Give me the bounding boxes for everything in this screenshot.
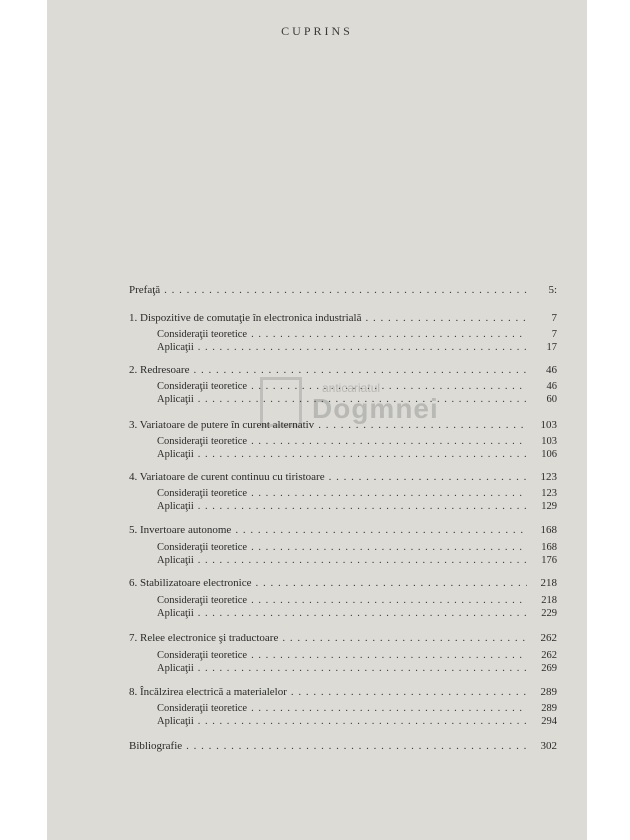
toc-sub-1-2 xyxy=(157,342,557,354)
toc-sub-title: Consideraţii teoretice xyxy=(157,595,248,606)
toc-chapter-title: 3. Variatoare de putere în curent alternativ xyxy=(129,419,315,431)
toc-sub-7-1 xyxy=(157,650,557,662)
toc-chapter-title: 2. Redresoare xyxy=(129,364,190,376)
toc-sub-3-2 xyxy=(157,449,557,461)
toc-chapter-page: 168 xyxy=(540,524,557,536)
toc-leader xyxy=(198,716,527,728)
toc-leader xyxy=(164,284,527,296)
toc-chapter-page: 46 xyxy=(546,364,557,376)
toc-sub-title: Aplicaţii xyxy=(157,555,194,566)
toc-sub-title: Aplicaţii xyxy=(157,716,194,727)
toc-leader xyxy=(198,501,527,513)
toc-sub-page: 269 xyxy=(541,663,557,674)
toc-sub-5-1 xyxy=(157,542,557,554)
toc-sub-title: Consideraţii teoretice xyxy=(157,703,248,714)
toc-chapter-4 xyxy=(129,471,557,483)
toc-chapter-title: 7. Relee electronice şi traductoare xyxy=(129,632,279,644)
toc-chapter-page: 123 xyxy=(540,471,557,483)
toc-chapter-8 xyxy=(129,686,557,698)
toc-sub-1-1 xyxy=(157,329,557,341)
toc-sub-page: 103 xyxy=(541,436,557,447)
toc-sub-page: 262 xyxy=(541,650,557,661)
toc-chapter-page: 103 xyxy=(540,419,557,431)
toc-chapter-page: 262 xyxy=(540,632,557,644)
toc-leader xyxy=(198,449,527,461)
toc-sub-page: 46 xyxy=(546,381,557,392)
toc-sub-4-1 xyxy=(157,488,557,500)
toc-sub-3-1 xyxy=(157,436,557,448)
toc-chapter-title: 8. Încălzirea electrică a materialelor xyxy=(129,686,287,698)
toc-chapter-page: 7 xyxy=(551,312,557,324)
toc-chapter-title: 6. Stabilizatoare electronice xyxy=(129,577,252,589)
toc-entry-bibliography xyxy=(129,740,557,752)
toc-sub-page: 17 xyxy=(546,342,557,353)
toc-leader xyxy=(329,471,527,483)
toc-leader xyxy=(282,632,527,644)
toc-chapter-page: 289 xyxy=(540,686,557,698)
toc-leader xyxy=(251,650,527,662)
toc-sub-page: 106 xyxy=(541,449,557,460)
toc-sub-4-2 xyxy=(157,501,557,513)
toc-sub-title: Aplicaţii xyxy=(157,449,194,460)
toc-chapter-title: 4. Variatoare de curent continuu cu tiristoare xyxy=(129,471,325,483)
toc-chapter-2 xyxy=(129,364,557,376)
toc-sub-8-1 xyxy=(157,703,557,715)
toc-sub-title: Consideraţii teoretice xyxy=(157,542,248,553)
toc-sub-page: 123 xyxy=(541,488,557,499)
toc-leader xyxy=(251,595,527,607)
toc-leader xyxy=(318,419,527,431)
toc-sub-title: Consideraţii teoretice xyxy=(157,381,248,392)
toc-sub-title: Consideraţii teoretice xyxy=(157,329,248,340)
toc-entry-page: 302 xyxy=(540,740,557,752)
toc-sub-2-2 xyxy=(157,394,557,406)
toc-sub-page: 294 xyxy=(541,716,557,727)
toc-sub-title: Aplicaţii xyxy=(157,501,194,512)
toc-sub-title: Consideraţii teoretice xyxy=(157,650,248,661)
toc-leader xyxy=(251,329,527,341)
toc-chapter-title: 5. Invertoare autonome xyxy=(129,524,232,536)
toc-sub-6-2 xyxy=(157,608,557,620)
toc-sub-page: 289 xyxy=(541,703,557,714)
toc-leader xyxy=(198,394,527,406)
toc-sub-7-2 xyxy=(157,663,557,675)
toc-sub-page: 7 xyxy=(551,329,557,340)
toc-sub-page: 229 xyxy=(541,608,557,619)
toc-chapter-3 xyxy=(129,419,557,431)
toc-sub-page: 168 xyxy=(541,542,557,553)
toc-leader xyxy=(251,381,527,393)
toc-chapter-6 xyxy=(129,577,557,589)
watermark-line1: anticariatul xyxy=(322,381,381,395)
toc-sub-title: Consideraţii teoretice xyxy=(157,436,248,447)
toc-leader xyxy=(198,555,527,567)
toc-leader xyxy=(198,608,527,620)
toc-sub-title: Aplicaţii xyxy=(157,663,194,674)
toc-sub-title: Aplicaţii xyxy=(157,394,194,405)
toc-sub-page: 176 xyxy=(541,555,557,566)
toc-sub-title: Aplicaţii xyxy=(157,608,194,619)
toc-chapter-1 xyxy=(129,312,557,324)
toc-chapter-7 xyxy=(129,632,557,644)
toc-leader xyxy=(198,663,527,675)
watermark-line2: Dogmnei xyxy=(312,393,439,424)
toc-sub-page: 129 xyxy=(541,501,557,512)
toc-chapter-page: 218 xyxy=(540,577,557,589)
toc-leader xyxy=(198,342,527,354)
toc-sub-title: Consideraţii teoretice xyxy=(157,488,248,499)
toc-leader xyxy=(186,740,527,752)
toc-chapter-title: 1. Dispozitive de comutaţie în electronica industrială xyxy=(129,312,362,324)
toc-leader xyxy=(193,364,527,376)
toc-leader xyxy=(365,312,527,324)
toc-leader xyxy=(255,577,527,589)
toc-entry-preface xyxy=(129,284,557,296)
toc-leader xyxy=(251,488,527,500)
page-title: CUPRINS xyxy=(281,24,353,38)
toc-sub-8-2 xyxy=(157,716,557,728)
toc-leader xyxy=(291,686,527,698)
toc-chapter-5 xyxy=(129,524,557,536)
toc-sub-2-1 xyxy=(157,381,557,393)
toc-sub-title: Aplicaţii xyxy=(157,342,194,353)
toc-leader xyxy=(235,524,527,536)
toc-entry-page: 5: xyxy=(548,284,557,296)
toc-leader xyxy=(251,703,527,715)
book-page xyxy=(47,0,587,840)
toc-leader xyxy=(251,542,527,554)
toc-sub-page: 60 xyxy=(546,394,557,405)
toc-sub-5-2 xyxy=(157,555,557,567)
toc-entry-title: Bibliografie xyxy=(129,740,183,752)
toc-sub-page: 218 xyxy=(541,595,557,606)
toc-entry-title: Prefaţă xyxy=(129,284,161,296)
toc-leader xyxy=(251,436,527,448)
toc-sub-6-1 xyxy=(157,595,557,607)
